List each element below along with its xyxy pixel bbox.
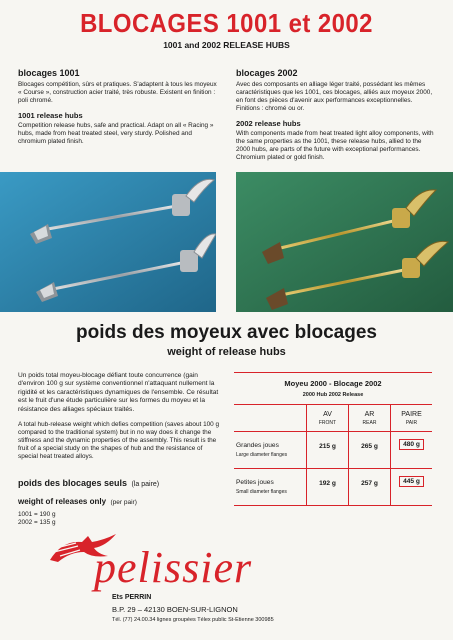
weights-text-column [18, 372, 220, 527]
photo-1001-release-hubs [0, 172, 216, 312]
release-weight-2002: 2002 = 135 g [18, 519, 56, 527]
fr-text-1001: Blocages compétition, sûrs et pratiques. S'adaptent à tous les moyeux « Course », construction acier traité, très robuste. Existent en finition : poli chromé. [18, 81, 217, 104]
row-label-fr: Grandes joues [236, 442, 279, 449]
company-name: Ets PERRIN [112, 594, 152, 601]
weights-fr-text: Un poids total moyeu-blocage défiant toute concurrence (gain d'environ 100 g sur système conventionnel n'attaquant nullement la rigidité et les caractéristiques dynamiques de l'ensemble. Ce résultat est le fruit d'une étude particulière sur les formes du moyeu et la résistance des alliages spéciaux traités. [18, 372, 219, 413]
weights-heading: poids des moyeux avec blocages [76, 322, 377, 343]
photo-2002-release-hubs [236, 172, 453, 312]
row-rear-value: 265 g [361, 443, 378, 450]
release-weights-heading-fr-suffix: (la paire) [131, 481, 160, 489]
fr-heading-2002: blocages 2002 [236, 68, 298, 78]
fr-heading-1001: blocages 1001 [18, 68, 80, 78]
fr-text-2002: Avec des composants en alliage léger traité, possédant les mêmes caractéristiques que les 1001, ces blocages, alliés aux moyeux 2000, en font des pièces d'avenir aux performances exceptionnelles. Finitions : chromé ou or. [236, 81, 433, 112]
row-front-value: 192 g [319, 480, 336, 487]
page-subtitle: 1001 and 2002 RELEASE HUBS [163, 40, 290, 50]
table-row [234, 432, 432, 468]
table-row [234, 469, 432, 505]
col-pair-en: PAIR [405, 420, 418, 426]
weights-en-text: A total hub-release weight which defies competition (saves about 100 g compared to the traditional system) but in no way does it change the stiffness and the dynamic properties of the assembly. This result is the fruit of a special study on the shapes of hub and the resistance of special heat treated alloys. [18, 421, 220, 461]
left-column [18, 68, 220, 146]
weights-subheading: weight of release hubs [167, 346, 286, 358]
col-front-fr: AV [323, 411, 332, 418]
table-title: Moyeu 2000 - Blocage 2002 [284, 379, 382, 388]
release-weight-1001: 1001 = 190 g [18, 511, 56, 519]
table-column-headers [234, 405, 432, 431]
en-heading-1001: 1001 release hubs [18, 111, 83, 120]
row-label-en: Large diameter flanges [236, 452, 288, 458]
en-text-2002: With components made from heat treated light alloy components, with the same properties as the 1001, these release hubs, allied to the 2000 hubs, are parts of the future with exceptional performances. Chromium plated or gold finish. [236, 130, 434, 161]
row-label-fr: Petites joues [236, 479, 274, 486]
release-weights-block [18, 473, 220, 527]
page-title: BLOCAGES 1001 et 2002 [80, 8, 373, 38]
table-subtitle: 2000 Hub 2002 Release [302, 392, 364, 398]
row-front-value: 215 g [319, 443, 336, 450]
row-rear-value: 257 g [361, 480, 378, 487]
table-top-rule [234, 372, 432, 373]
en-text-1001: Competition release hubs, safe and practical. Adapt on all « Racing » hubs, made from heat treated steel, very sturdy. Polished and chromium plated finish. [18, 122, 214, 145]
release-weights-heading-en-suffix: (per pair) [110, 499, 137, 507]
company-address: B.P. 29 – 42130 BOEN-SUR-LIGNON [112, 605, 238, 614]
release-weights-heading-en: weight of releases only [18, 497, 107, 507]
right-column [236, 68, 436, 162]
en-heading-2002: 2002 release hubs [236, 119, 301, 128]
table-bottom-rule [234, 505, 432, 506]
col-rear-fr: AR [364, 411, 375, 418]
company-phone: Tél. (77) 24.00.34 lignes groupées Télex public St-Etienne 300985 [112, 617, 274, 623]
col-pair-fr: PAIRE [401, 411, 422, 418]
row-pair-value: 445 g [399, 476, 424, 487]
brand-logo: pelissier [94, 543, 253, 592]
col-rear-en: REAR [362, 420, 377, 426]
release-weights-heading-fr: poids des blocages seuls [18, 478, 128, 489]
row-pair-value: 480 g [399, 439, 424, 450]
col-front-en: FRONT [318, 420, 337, 426]
weight-table [234, 372, 432, 506]
row-label-en: Small diameter flanges [236, 489, 287, 495]
